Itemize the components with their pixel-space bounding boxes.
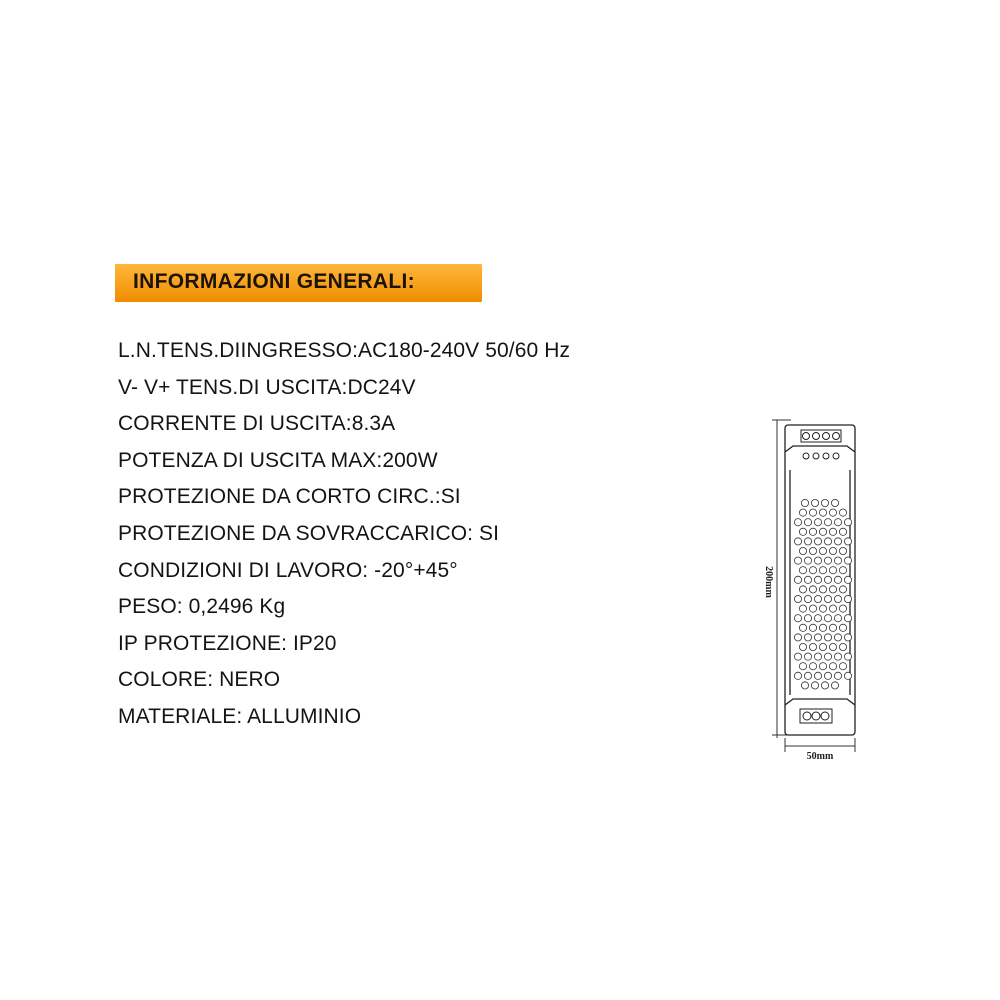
vent-hole bbox=[834, 615, 841, 622]
vent-hole bbox=[819, 567, 826, 574]
vent-hole bbox=[811, 682, 818, 689]
vent-hole bbox=[794, 576, 801, 583]
vent-hole bbox=[839, 509, 846, 516]
vent-hole bbox=[844, 538, 851, 545]
vent-hole bbox=[834, 595, 841, 602]
vent-hole bbox=[794, 653, 801, 660]
ventilation-holes bbox=[794, 499, 851, 689]
vent-hole bbox=[804, 634, 811, 641]
spec-working-conditions: CONDIZIONI DI LAVORO: -20°+45° bbox=[118, 558, 458, 582]
vent-hole bbox=[814, 557, 821, 564]
vent-hole bbox=[844, 615, 851, 622]
vent-hole bbox=[799, 663, 806, 670]
spec-weight: PESO: 0,2496 Kg bbox=[118, 595, 286, 619]
vent-hole bbox=[819, 663, 826, 670]
vent-hole bbox=[804, 557, 811, 564]
vent-hole bbox=[801, 682, 808, 689]
width-label: 50mm bbox=[806, 751, 834, 762]
vent-hole bbox=[809, 567, 816, 574]
vent-hole bbox=[809, 663, 816, 670]
vent-hole bbox=[844, 557, 851, 564]
vent-hole bbox=[799, 528, 806, 535]
vent-hole bbox=[809, 528, 816, 535]
vent-hole bbox=[844, 576, 851, 583]
vent-hole bbox=[824, 634, 831, 641]
vent-hole bbox=[819, 624, 826, 631]
vent-hole bbox=[839, 643, 846, 650]
vent-hole bbox=[814, 576, 821, 583]
vent-hole bbox=[804, 615, 811, 622]
vent-hole bbox=[844, 595, 851, 602]
vent-hole bbox=[799, 586, 806, 593]
vent-hole bbox=[794, 557, 801, 564]
height-label: 200mm bbox=[763, 566, 774, 598]
spec-ip-rating: IP PROTEZIONE: IP20 bbox=[118, 631, 337, 655]
vent-hole bbox=[829, 567, 836, 574]
vent-hole bbox=[809, 509, 816, 516]
vent-hole bbox=[834, 519, 841, 526]
vent-hole bbox=[814, 653, 821, 660]
vent-hole bbox=[804, 576, 811, 583]
width-dimension bbox=[785, 738, 855, 752]
vent-hole bbox=[824, 576, 831, 583]
spec-max-power: POTENZA DI USCITA MAX:200W bbox=[118, 448, 438, 472]
section-title: INFORMAZIONI GENERALI: bbox=[133, 270, 415, 293]
vent-hole bbox=[804, 653, 811, 660]
vent-hole bbox=[829, 528, 836, 535]
vent-hole bbox=[829, 643, 836, 650]
vent-hole bbox=[809, 605, 816, 612]
vent-hole bbox=[829, 624, 836, 631]
vent-hole bbox=[839, 528, 846, 535]
vent-hole bbox=[804, 519, 811, 526]
vent-hole bbox=[829, 663, 836, 670]
vent-hole bbox=[794, 615, 801, 622]
vent-hole bbox=[804, 538, 811, 545]
vent-hole bbox=[794, 538, 801, 545]
vent-hole bbox=[794, 519, 801, 526]
spec-color: COLORE: NERO bbox=[118, 668, 281, 692]
vent-hole bbox=[839, 547, 846, 554]
vent-hole bbox=[819, 586, 826, 593]
vent-hole bbox=[834, 557, 841, 564]
vent-hole bbox=[821, 682, 828, 689]
vent-hole bbox=[844, 519, 851, 526]
vent-hole bbox=[839, 624, 846, 631]
vent-hole bbox=[834, 538, 841, 545]
vent-hole bbox=[839, 586, 846, 593]
vent-hole bbox=[794, 634, 801, 641]
vent-hole bbox=[834, 653, 841, 660]
vent-hole bbox=[831, 499, 838, 506]
vent-hole bbox=[809, 586, 816, 593]
vent-hole bbox=[831, 682, 838, 689]
vent-hole bbox=[811, 499, 818, 506]
vent-hole bbox=[794, 672, 801, 679]
vent-hole bbox=[824, 595, 831, 602]
vent-hole bbox=[819, 528, 826, 535]
vent-hole bbox=[834, 672, 841, 679]
vent-hole bbox=[809, 624, 816, 631]
vent-hole bbox=[829, 586, 836, 593]
vent-hole bbox=[821, 499, 828, 506]
vent-hole bbox=[799, 643, 806, 650]
output-terminals bbox=[800, 709, 832, 723]
vent-hole bbox=[829, 509, 836, 516]
vent-hole bbox=[824, 538, 831, 545]
vent-hole bbox=[799, 567, 806, 574]
vent-hole bbox=[839, 567, 846, 574]
vent-hole bbox=[824, 519, 831, 526]
vent-hole bbox=[819, 547, 826, 554]
vent-hole bbox=[839, 605, 846, 612]
spec-material: MATERIALE: ALLUMINIO bbox=[118, 704, 362, 728]
vent-hole bbox=[844, 634, 851, 641]
power-supply-diagram bbox=[752, 412, 872, 772]
spec-list bbox=[118, 333, 570, 736]
vent-hole bbox=[819, 643, 826, 650]
vent-hole bbox=[824, 653, 831, 660]
vent-hole bbox=[814, 538, 821, 545]
vent-hole bbox=[829, 605, 836, 612]
vent-hole bbox=[824, 672, 831, 679]
input-terminals bbox=[801, 430, 841, 459]
spec-input-voltage: L.N.TENS.DIINGRESSO:AC180-240V 50/60 Hz bbox=[118, 339, 571, 362]
vent-hole bbox=[794, 595, 801, 602]
section-header-bar bbox=[115, 264, 482, 302]
spec-output-current: CORRENTE DI USCITA:8.3A bbox=[118, 412, 396, 436]
spec-overload-protection: PROTEZIONE DA SOVRACCARICO: SI bbox=[118, 521, 500, 545]
vent-hole bbox=[799, 509, 806, 516]
vent-hole bbox=[829, 547, 836, 554]
vent-hole bbox=[814, 519, 821, 526]
vent-hole bbox=[809, 547, 816, 554]
vent-hole bbox=[834, 576, 841, 583]
vent-hole bbox=[819, 509, 826, 516]
vent-hole bbox=[819, 605, 826, 612]
vent-hole bbox=[804, 595, 811, 602]
vent-hole bbox=[804, 672, 811, 679]
vent-hole bbox=[809, 643, 816, 650]
vent-hole bbox=[839, 663, 846, 670]
vent-hole bbox=[814, 595, 821, 602]
vent-hole bbox=[814, 615, 821, 622]
vent-hole bbox=[844, 653, 851, 660]
vent-hole bbox=[814, 672, 821, 679]
spec-output-voltage: V- V+ TENS.DI USCITA:DC24V bbox=[118, 375, 416, 399]
vent-hole bbox=[844, 672, 851, 679]
vent-hole bbox=[799, 547, 806, 554]
vent-hole bbox=[801, 499, 808, 506]
vent-hole bbox=[824, 557, 831, 564]
vent-hole bbox=[824, 615, 831, 622]
vent-hole bbox=[814, 634, 821, 641]
vent-hole bbox=[799, 605, 806, 612]
vent-hole bbox=[834, 634, 841, 641]
vent-hole bbox=[799, 624, 806, 631]
spec-short-circuit-protection: PROTEZIONE DA CORTO CIRC.:SI bbox=[118, 485, 461, 509]
